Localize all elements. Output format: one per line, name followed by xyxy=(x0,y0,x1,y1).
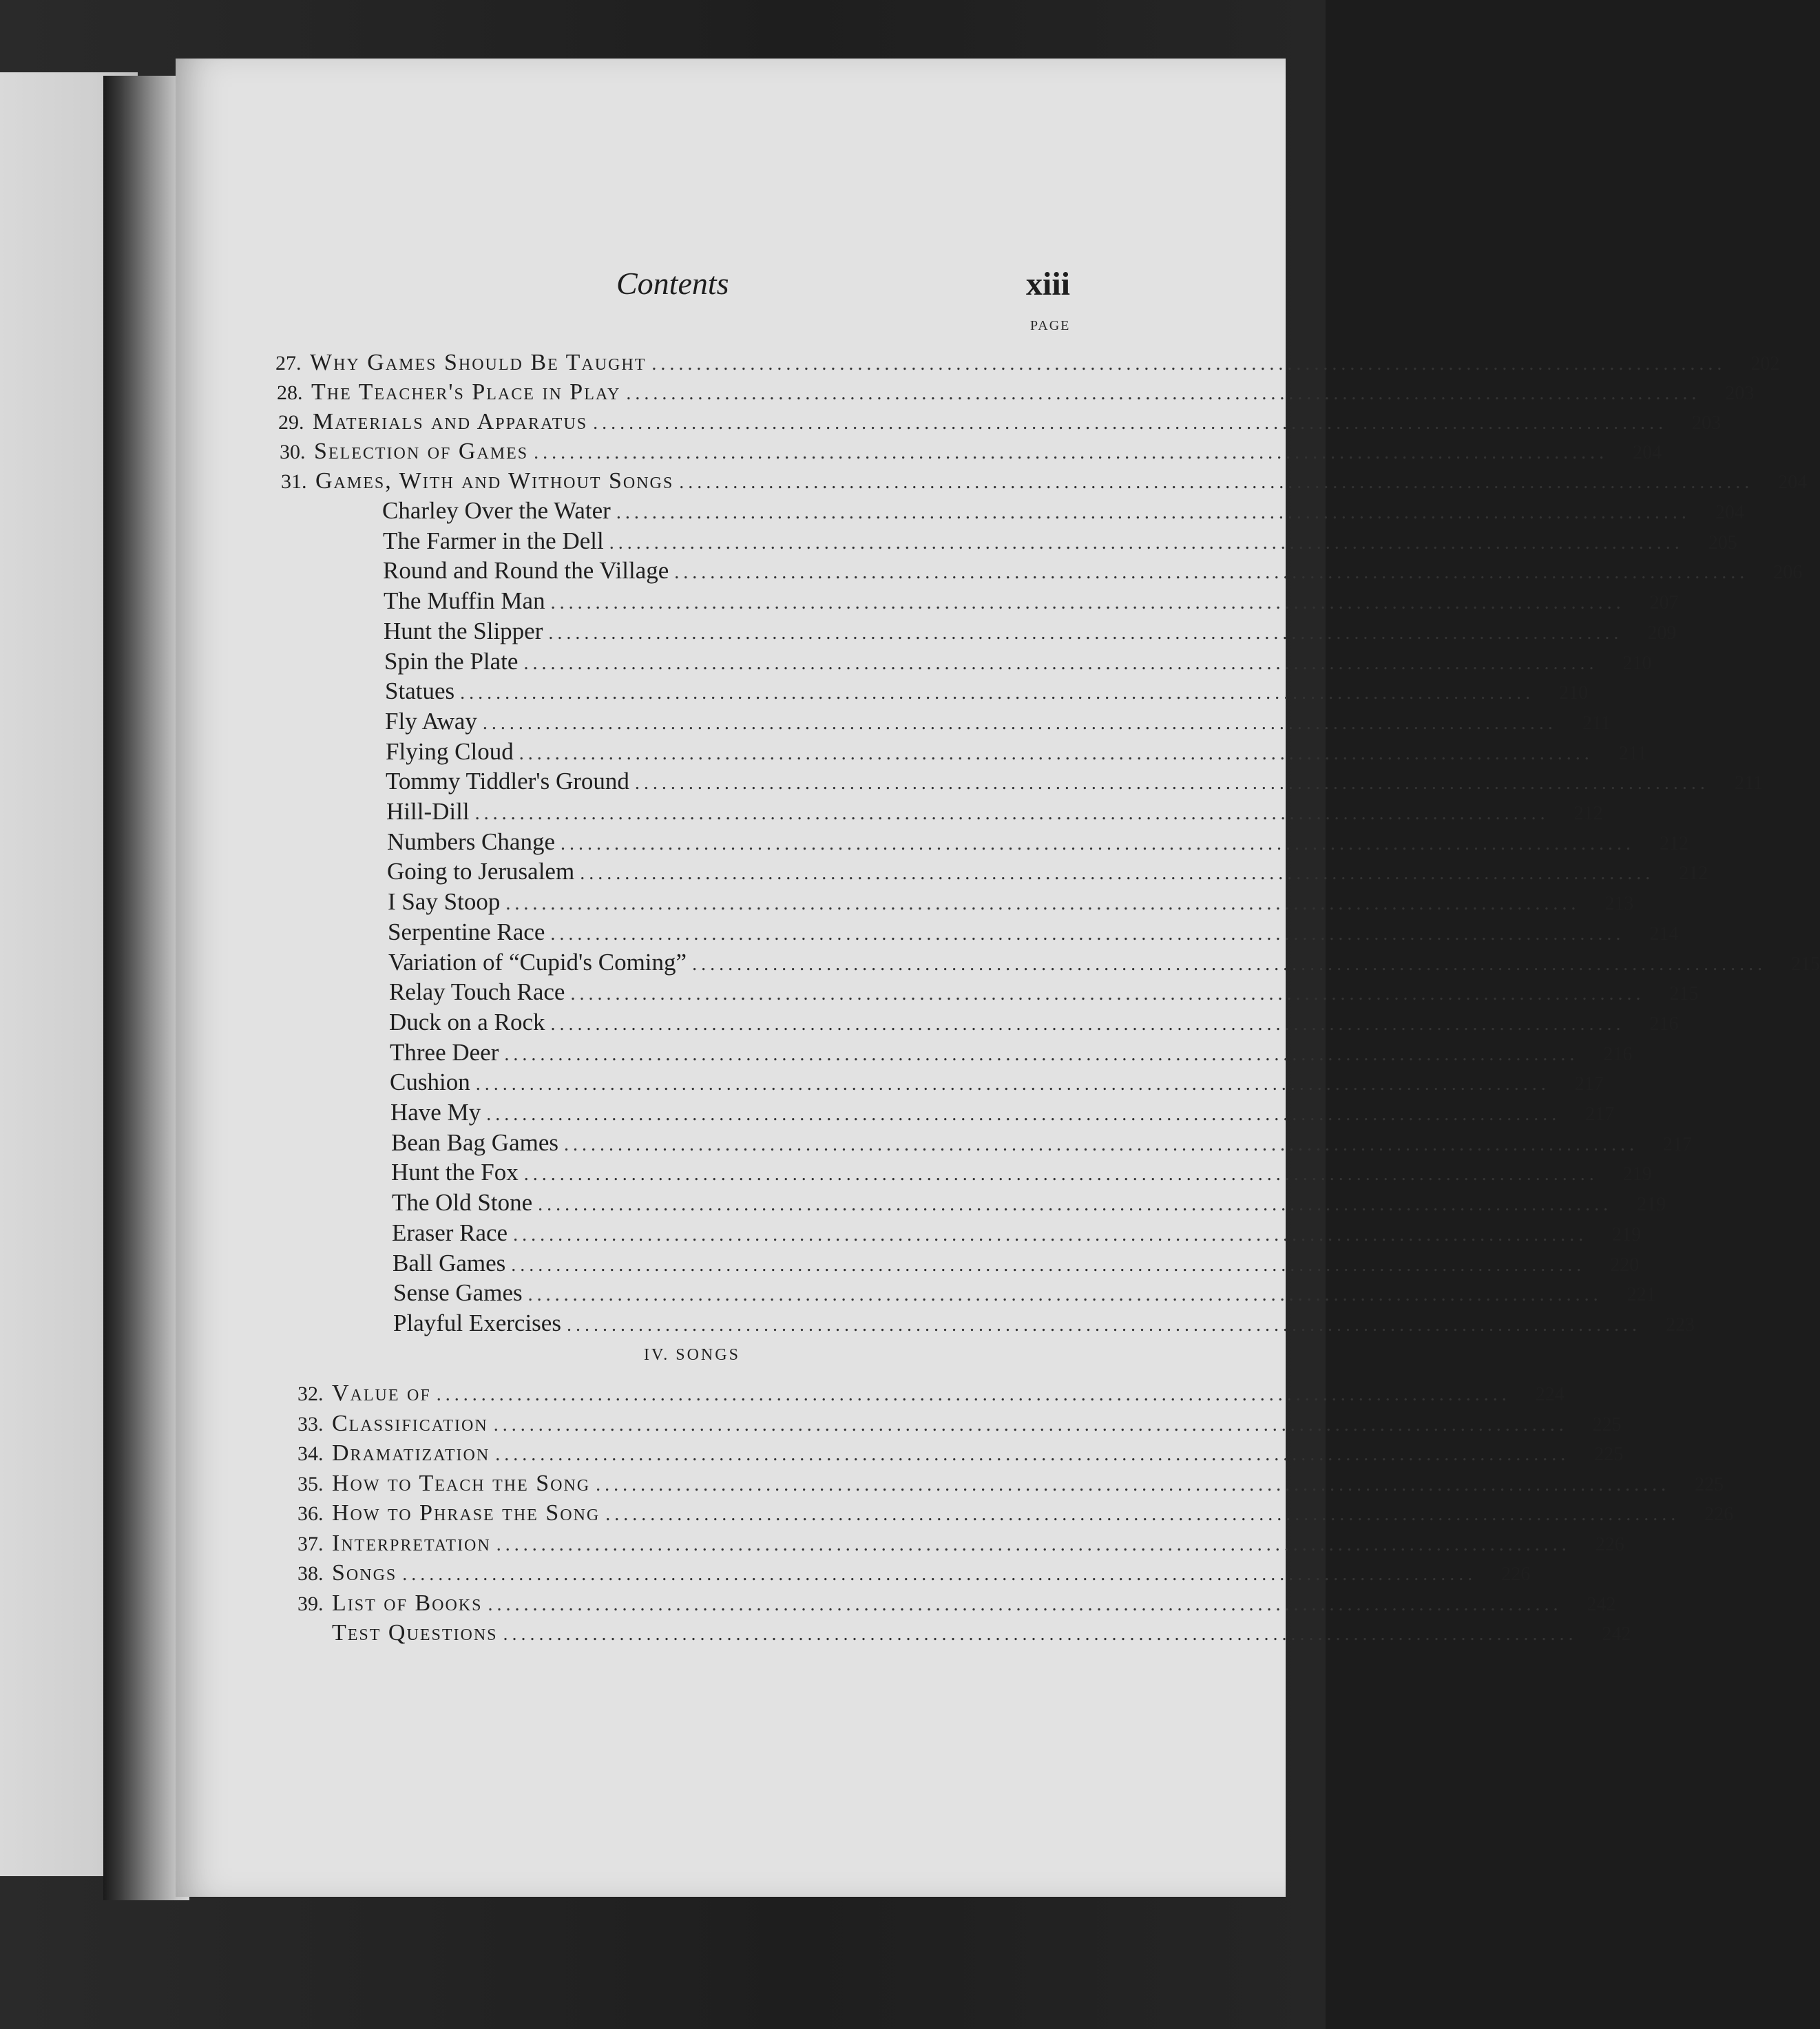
game-row xyxy=(393,1249,1640,1280)
entry-title: Tommy Tiddler's Ground xyxy=(386,768,629,795)
entry-title: Bean Bag Games xyxy=(391,1128,558,1156)
game-row xyxy=(383,557,1803,587)
game-row xyxy=(390,1038,1633,1069)
entry-page: 203 xyxy=(1725,383,1755,404)
entry-page: 226 xyxy=(1501,1564,1531,1585)
entry-title: The Old Stone xyxy=(392,1189,533,1217)
song-row xyxy=(297,1500,1734,1531)
entry-page: 219 xyxy=(1622,1164,1652,1186)
song-row xyxy=(297,1410,1622,1441)
entry-page: 215 xyxy=(1791,953,1820,975)
song-row xyxy=(297,1470,1724,1501)
dot-leader: ........................................................................................................................ xyxy=(504,1043,1579,1065)
entry-page: 206 xyxy=(1773,562,1803,584)
entry-title: Games, With and Without Songs xyxy=(315,468,674,494)
entry-title: Playful Exercises xyxy=(393,1309,561,1336)
dot-leader: ........................................................................................................................ xyxy=(593,412,1668,434)
entry-title: Classification xyxy=(332,1410,488,1436)
running-title: Contents xyxy=(616,266,729,301)
entry-title: Variation of “Cupid's Coming” xyxy=(388,948,687,976)
game-row xyxy=(386,737,1647,768)
game-row xyxy=(385,677,1589,708)
entry-page: 211 xyxy=(1734,772,1763,795)
dot-leader: ........................................................................................................................ xyxy=(482,712,1557,734)
entry-title: Test Questions xyxy=(332,1620,498,1646)
entry-title: Why Games Should Be Taught xyxy=(310,350,647,375)
game-row xyxy=(383,527,1737,558)
entry-title: Have My xyxy=(390,1099,481,1126)
game-row xyxy=(384,647,1652,678)
dot-leader: ........................................................................................................................ xyxy=(580,863,1655,885)
dot-leader: ........................................................................................................................ xyxy=(475,1073,1550,1095)
dot-leader: ........................................................................................................................ xyxy=(609,532,1684,554)
dot-leader: ........................................................................................................................ xyxy=(493,1413,1568,1436)
entry-title: Statues xyxy=(385,677,455,705)
game-row xyxy=(387,858,1708,888)
entry-page: 221 xyxy=(1627,1284,1656,1306)
entry-title: The Muffin Man xyxy=(384,587,545,615)
entry-title: The Teacher's Place in Play xyxy=(311,379,621,405)
entry-number: 29. xyxy=(278,411,304,434)
chapter-row xyxy=(278,409,1722,439)
entry-title: Interpretation xyxy=(332,1530,491,1556)
entry-page: 212 xyxy=(1679,863,1708,885)
dot-leader: ........................................................................................................................ xyxy=(566,1314,1641,1336)
entry-page: 211 xyxy=(1618,742,1647,764)
entry-title: Fly Away xyxy=(385,707,477,735)
entry-page: 217 xyxy=(1574,1073,1604,1095)
entry-number: 36. xyxy=(297,1502,324,1525)
entry-title: Value of xyxy=(332,1380,431,1406)
entry-page: 226 xyxy=(1704,1504,1734,1525)
entry-title: Songs xyxy=(332,1560,397,1586)
game-row xyxy=(385,707,1611,738)
game-row xyxy=(386,798,1603,828)
chapter-row xyxy=(281,468,1808,498)
dot-leader: ........................................................................................................................ xyxy=(651,353,1726,375)
entry-number: 30. xyxy=(280,441,306,463)
game-row xyxy=(382,497,1744,527)
entry-title: I Say Stoop xyxy=(388,888,501,916)
entry-title: Sense Games xyxy=(393,1279,523,1307)
entry-number: 32. xyxy=(297,1383,324,1405)
entry-page: 225 xyxy=(1592,1413,1622,1436)
entry-page: 211 xyxy=(1582,712,1611,734)
game-row xyxy=(389,978,1699,1009)
entry-number: 34. xyxy=(297,1442,324,1465)
entry-page: 226 xyxy=(1595,1533,1624,1555)
page-number: xiii xyxy=(1026,266,1071,302)
entry-page: 213 xyxy=(1604,893,1634,915)
entry-title: Spin the Plate xyxy=(384,647,519,675)
entry-title: Dramatization xyxy=(332,1440,490,1466)
entry-page: 203 xyxy=(1692,412,1722,434)
game-row xyxy=(392,1219,1642,1250)
page-column-label: PAGE xyxy=(1030,318,1071,333)
dot-leader: ........................................................................................................................ xyxy=(605,1504,1680,1525)
game-row xyxy=(393,1309,1695,1340)
dot-leader: ........................................................................................................................ xyxy=(550,923,1625,945)
entry-title: The Farmer in the Dell xyxy=(383,527,604,554)
dot-leader: ........................................................................................................................ xyxy=(513,1223,1588,1245)
dot-leader: ........................................................................................................................ xyxy=(503,1623,1578,1645)
entry-page: 242 xyxy=(1602,1623,1631,1645)
entry-number: 33. xyxy=(297,1412,324,1436)
dot-leader: ........................................................................................................................ xyxy=(563,1133,1638,1155)
entry-number: 27. xyxy=(275,352,302,375)
entry-title: Round and Round the Village xyxy=(383,557,669,585)
game-row xyxy=(393,1279,1656,1310)
dot-leader: ........................................................................................................................ xyxy=(560,832,1635,854)
dot-leader: ........................................................................................................................ xyxy=(523,652,1598,674)
entry-title: How to Teach the Song xyxy=(332,1470,591,1496)
dot-leader: ........................................................................................................................ xyxy=(534,442,1609,463)
game-row xyxy=(390,1099,1615,1129)
dot-leader: ........................................................................................................................ xyxy=(538,1194,1613,1216)
dot-leader: ........................................................................................................................ xyxy=(550,1013,1625,1035)
dot-leader: ........................................................................................................................ xyxy=(634,772,1709,795)
song-row xyxy=(297,1560,1531,1590)
entry-page: 210 xyxy=(1622,652,1652,674)
entry-page: 216 xyxy=(1649,1013,1679,1035)
entry-page: 217 xyxy=(1585,1104,1615,1125)
entry-page: 212 xyxy=(1659,832,1688,854)
game-row xyxy=(388,888,1634,918)
song-row xyxy=(297,1440,1624,1471)
entry-title: Three Deer xyxy=(390,1038,499,1066)
game-row xyxy=(388,948,1820,979)
game-row xyxy=(389,1008,1679,1039)
game-row xyxy=(391,1128,1692,1159)
game-row xyxy=(390,1069,1604,1099)
entry-page: 204 xyxy=(1633,442,1662,463)
entry-page: 225 xyxy=(1695,1473,1724,1495)
game-row xyxy=(391,1159,1652,1189)
entry-page: 219 xyxy=(1637,1194,1666,1216)
dot-leader: ........................................................................................................................ xyxy=(570,983,1645,1005)
entry-page: 204 xyxy=(1715,502,1744,523)
entry-title: Selection of Games xyxy=(314,439,529,464)
dot-leader: ........................................................................................................................ xyxy=(486,1104,1561,1125)
entry-title: Flying Cloud xyxy=(386,737,514,765)
entry-page: 242 xyxy=(1587,1593,1616,1615)
game-row xyxy=(384,617,1677,648)
dot-leader: ........................................................................................................................ xyxy=(523,1164,1598,1186)
entry-page: 223 xyxy=(1665,1314,1695,1336)
entry-title: Hunt the Slipper xyxy=(384,617,543,644)
dot-leader: ........................................................................................................................ xyxy=(679,472,1754,493)
dot-leader: ........................................................................................................................ xyxy=(495,1444,1570,1465)
entry-page: 214 xyxy=(1649,923,1679,945)
entry-title: Materials and Apparatus xyxy=(313,409,588,434)
chapter-row xyxy=(275,350,1780,380)
entry-title: Serpentine Race xyxy=(388,918,545,945)
entry-page: 216 xyxy=(1603,1043,1633,1065)
dot-leader: ........................................................................................................................ xyxy=(402,1564,1477,1585)
entry-number: 39. xyxy=(297,1592,324,1615)
entry-title: List of Books xyxy=(332,1590,483,1616)
entry-page: 212 xyxy=(1573,803,1603,824)
entry-title: Charley Over the Water xyxy=(382,497,611,524)
dot-leader: ........................................................................................................................ xyxy=(596,1473,1671,1495)
entry-title: Hunt the Fox xyxy=(391,1159,519,1186)
entry-page: 202 xyxy=(1750,353,1780,375)
entry-page: 217 xyxy=(1662,1133,1692,1155)
dot-leader: ........................................................................................................................ xyxy=(626,383,1701,404)
game-row xyxy=(386,768,1763,798)
game-row xyxy=(388,918,1679,949)
entry-page: 219 xyxy=(1612,1223,1642,1245)
dot-leader: ........................................................................................................................ xyxy=(460,682,1535,704)
entry-page: 205 xyxy=(1708,532,1737,554)
entry-title: Ball Games xyxy=(393,1249,506,1276)
dot-leader: ........................................................................................................................ xyxy=(548,622,1623,644)
game-row xyxy=(387,828,1688,859)
entry-title: Duck on a Rock xyxy=(389,1008,545,1035)
entry-page: 215 xyxy=(1669,983,1699,1005)
entry-title: Going to Jerusalem xyxy=(387,858,575,885)
dot-leader: ........................................................................................................................ xyxy=(436,1384,1511,1405)
dot-leader: ........................................................................................................................ xyxy=(519,742,1593,764)
entry-title: Relay Touch Race xyxy=(389,978,565,1006)
section-heading: IV. SONGS xyxy=(644,1346,740,1364)
dot-leader: ........................................................................................................................ xyxy=(496,1533,1571,1555)
dot-leader: ........................................................................................................................ xyxy=(527,1284,1602,1306)
entry-title: Numbers Change xyxy=(387,828,555,855)
entry-page: 207 xyxy=(1649,592,1679,614)
entry-title: Hill-Dill xyxy=(386,798,470,825)
entry-page: 210 xyxy=(1559,682,1589,704)
game-row xyxy=(392,1189,1666,1219)
entry-title: How to Phrase the Song xyxy=(332,1500,600,1526)
dot-leader: ........................................................................................................................ xyxy=(474,803,1549,824)
song-row xyxy=(297,1620,1631,1650)
dot-leader: ........................................................................................................................ xyxy=(550,592,1625,614)
chapter-row xyxy=(277,379,1755,410)
dot-leader: ........................................................................................................................ xyxy=(674,562,1749,584)
song-row xyxy=(297,1530,1624,1561)
entry-number: 35. xyxy=(297,1472,324,1495)
dot-leader: ........................................................................................................................ xyxy=(511,1254,1586,1276)
entry-page: 209 xyxy=(1647,622,1677,644)
chapter-row xyxy=(280,439,1662,469)
dot-leader: ........................................................................................................................ xyxy=(692,953,1767,975)
dot-leader: ........................................................................................................................ xyxy=(616,502,1691,523)
song-row xyxy=(297,1590,1616,1621)
entry-page: 225 xyxy=(1594,1444,1624,1465)
entry-number: 37. xyxy=(297,1532,324,1555)
entry-page: 204 xyxy=(1778,472,1808,493)
game-row xyxy=(384,587,1679,618)
entry-page: 224 xyxy=(1535,1384,1565,1405)
entry-page: 220 xyxy=(1610,1254,1640,1276)
entry-number: 38. xyxy=(297,1562,324,1585)
dot-leader: ........................................................................................................................ xyxy=(488,1593,1562,1615)
song-row xyxy=(297,1380,1565,1411)
dot-leader: ........................................................................................................................ xyxy=(505,893,1580,915)
entry-title: Eraser Race xyxy=(392,1219,508,1246)
entry-number: 28. xyxy=(277,381,303,404)
entry-title: Cushion xyxy=(390,1069,470,1096)
page-header xyxy=(0,265,1326,306)
entry-number: 31. xyxy=(281,470,307,493)
